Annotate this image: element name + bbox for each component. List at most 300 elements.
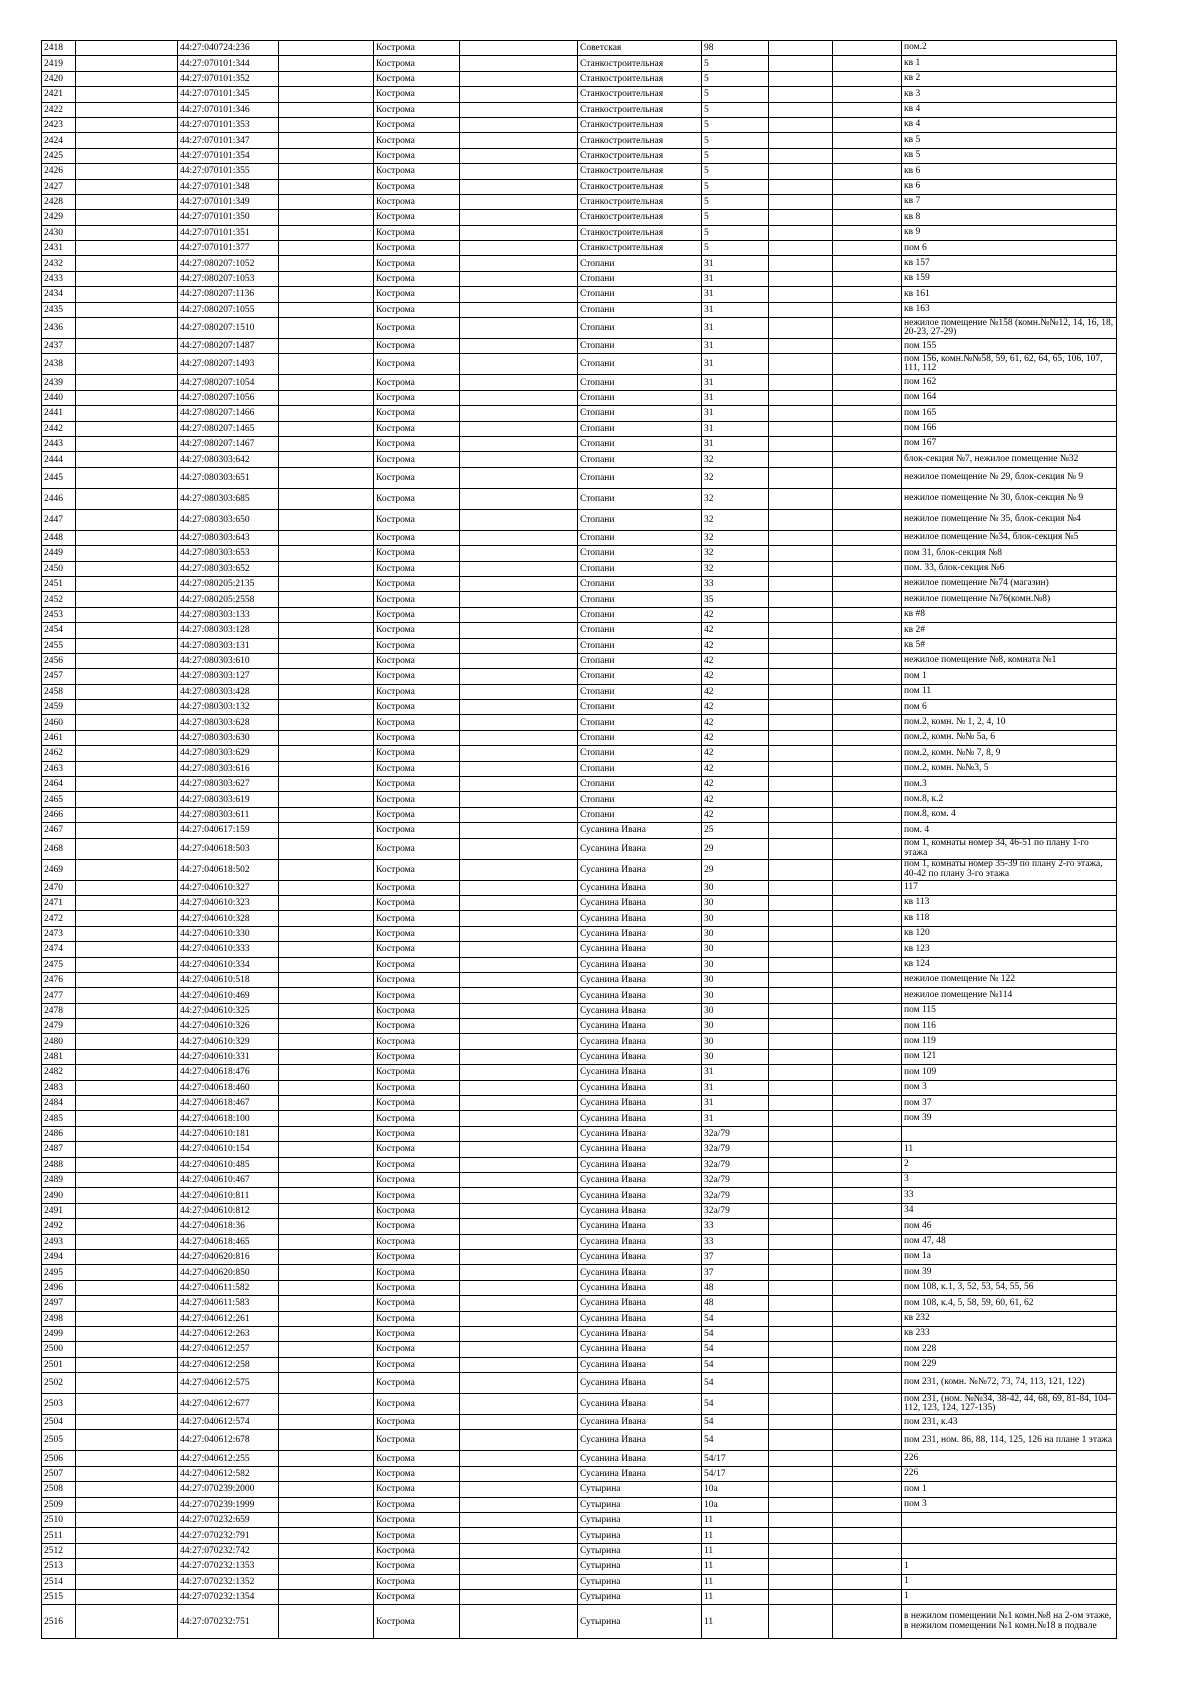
house-number-cell: 31 xyxy=(702,1096,769,1111)
house-number-cell: 54 xyxy=(702,1430,769,1451)
blank-col-a-cell xyxy=(76,390,178,405)
blank-col-e-cell xyxy=(833,1589,902,1604)
row-number-cell: 2450 xyxy=(42,561,76,576)
street-cell: Сусанина Ивана xyxy=(578,1357,702,1372)
street-cell: Сусанина Ивана xyxy=(578,1111,702,1126)
blank-col-b-cell xyxy=(279,1497,374,1512)
blank-col-b-cell xyxy=(279,715,374,730)
blank-col-b-cell xyxy=(279,592,374,607)
table-row xyxy=(42,1357,1117,1372)
city-cell: Кострома xyxy=(374,1049,460,1064)
blank-col-c-cell xyxy=(460,179,578,194)
table-row xyxy=(42,488,1117,509)
row-number-cell: 2516 xyxy=(42,1605,76,1639)
premises-description-cell: пом 6 xyxy=(902,241,1117,256)
blank-col-b-cell xyxy=(279,576,374,591)
street-cell: Стопани xyxy=(578,807,702,822)
cadastral-number-cell: 44:27:070101:349 xyxy=(178,194,279,209)
premises-description-cell: нежилое помещение №34, блок-секция №5 xyxy=(902,530,1117,545)
blank-col-c-cell xyxy=(460,102,578,117)
blank-col-e-cell xyxy=(833,561,902,576)
blank-col-e-cell xyxy=(833,271,902,286)
cadastral-number-cell: 44:27:080205:2135 xyxy=(178,576,279,591)
blank-col-c-cell xyxy=(460,1034,578,1049)
blank-col-c-cell xyxy=(460,354,578,375)
blank-col-b-cell xyxy=(279,1574,374,1589)
premises-description-cell: пом 1а xyxy=(902,1249,1117,1264)
blank-col-c-cell xyxy=(460,1126,578,1141)
cadastral-number-cell: 44:27:070101:377 xyxy=(178,241,279,256)
table-row xyxy=(42,406,1117,421)
blank-col-a-cell xyxy=(76,838,178,859)
blank-col-a-cell xyxy=(76,421,178,436)
blank-col-b-cell xyxy=(279,1394,374,1415)
row-number-cell: 2475 xyxy=(42,957,76,972)
premises-description-cell: 11 xyxy=(902,1142,1117,1157)
blank-col-b-cell xyxy=(279,56,374,71)
street-cell: Стопани xyxy=(578,271,702,286)
blank-col-c-cell xyxy=(460,488,578,509)
blank-col-c-cell xyxy=(460,777,578,792)
blank-col-e-cell xyxy=(833,1219,902,1234)
row-number-cell: 2473 xyxy=(42,926,76,941)
blank-col-e-cell xyxy=(833,1497,902,1512)
cadastral-number-cell: 44:27:070239:1999 xyxy=(178,1497,279,1512)
house-number-cell: 31 xyxy=(702,287,769,302)
blank-col-b-cell xyxy=(279,895,374,910)
blank-col-c-cell xyxy=(460,271,578,286)
blank-col-a-cell xyxy=(76,509,178,530)
blank-col-d-cell xyxy=(769,1203,833,1218)
city-cell: Кострома xyxy=(374,1605,460,1639)
cadastral-number-cell: 44:27:040620:850 xyxy=(178,1265,279,1280)
blank-col-b-cell xyxy=(279,509,374,530)
premises-description-cell: пом 231, к.43 xyxy=(902,1415,1117,1430)
city-cell: Кострома xyxy=(374,942,460,957)
table-row xyxy=(42,1096,1117,1111)
premises-description-cell: блок-секция №7, нежилое помещение №32 xyxy=(902,452,1117,467)
blank-col-e-cell xyxy=(833,1415,902,1430)
city-cell: Кострома xyxy=(374,375,460,390)
cadastral-number-cell: 44:27:070232:751 xyxy=(178,1605,279,1639)
premises-description-cell: пом 231, (ном. №№34, 38-42, 44, 68, 69, 81-84, 104-112, 123, 124, 127-135) xyxy=(902,1394,1117,1415)
blank-col-c-cell xyxy=(460,148,578,163)
city-cell: Кострома xyxy=(374,1265,460,1280)
blank-col-d-cell xyxy=(769,1559,833,1574)
cadastral-number-cell: 44:27:040610:469 xyxy=(178,988,279,1003)
city-cell: Кострома xyxy=(374,452,460,467)
row-number-cell: 2451 xyxy=(42,576,76,591)
cadastral-number-cell: 44:27:080207:1493 xyxy=(178,354,279,375)
cadastral-number-cell: 44:27:070101:348 xyxy=(178,179,279,194)
blank-col-a-cell xyxy=(76,1034,178,1049)
blank-col-c-cell xyxy=(460,823,578,838)
row-number-cell: 2444 xyxy=(42,452,76,467)
blank-col-d-cell xyxy=(769,225,833,240)
blank-col-b-cell xyxy=(279,225,374,240)
blank-col-c-cell xyxy=(460,509,578,530)
row-number-cell: 2471 xyxy=(42,895,76,910)
blank-col-b-cell xyxy=(279,1415,374,1430)
premises-description-cell: пом. 33, блок-секция №6 xyxy=(902,561,1117,576)
blank-col-c-cell xyxy=(460,71,578,86)
street-cell: Сусанина Ивана xyxy=(578,1219,702,1234)
blank-col-b-cell xyxy=(279,1430,374,1451)
house-number-cell: 32 xyxy=(702,509,769,530)
blank-col-c-cell xyxy=(460,546,578,561)
cadastral-number-cell: 44:27:080303:127 xyxy=(178,669,279,684)
blank-col-b-cell xyxy=(279,942,374,957)
blank-col-e-cell xyxy=(833,467,902,488)
house-number-cell: 30 xyxy=(702,1034,769,1049)
street-cell: Сусанина Ивана xyxy=(578,1096,702,1111)
blank-col-d-cell xyxy=(769,1326,833,1341)
blank-col-b-cell xyxy=(279,546,374,561)
house-number-cell: 54 xyxy=(702,1326,769,1341)
house-number-cell: 54 xyxy=(702,1311,769,1326)
blank-col-b-cell xyxy=(279,530,374,545)
blank-col-b-cell xyxy=(279,1357,374,1372)
registry-table xyxy=(41,40,1117,1639)
premises-description-cell: пом 1, комнаты номер 34, 46-51 по плану 1-го этажа xyxy=(902,838,1117,859)
city-cell: Кострома xyxy=(374,911,460,926)
blank-col-d-cell xyxy=(769,777,833,792)
blank-col-e-cell xyxy=(833,792,902,807)
blank-col-b-cell xyxy=(279,375,374,390)
row-number-cell: 2512 xyxy=(42,1543,76,1558)
blank-col-d-cell xyxy=(769,1373,833,1394)
house-number-cell: 42 xyxy=(702,807,769,822)
blank-col-a-cell xyxy=(76,715,178,730)
premises-description-cell: пом 165 xyxy=(902,406,1117,421)
cadastral-number-cell: 44:27:040612:263 xyxy=(178,1326,279,1341)
blank-col-c-cell xyxy=(460,1373,578,1394)
cadastral-number-cell: 44:27:080207:1056 xyxy=(178,390,279,405)
city-cell: Кострома xyxy=(374,256,460,271)
blank-col-d-cell xyxy=(769,1173,833,1188)
premises-description-cell: пом 1, комнаты номер 35-39 по плану 2-го этажа, 40-42 по плану 3-го этажа xyxy=(902,859,1117,880)
blank-col-b-cell xyxy=(279,1219,374,1234)
city-cell: Кострома xyxy=(374,287,460,302)
blank-col-b-cell xyxy=(279,911,374,926)
city-cell: Кострома xyxy=(374,653,460,668)
house-number-cell: 54 xyxy=(702,1394,769,1415)
street-cell: Стопани xyxy=(578,638,702,653)
row-number-cell: 2505 xyxy=(42,1430,76,1451)
blank-col-e-cell xyxy=(833,509,902,530)
blank-col-d-cell xyxy=(769,761,833,776)
row-number-cell: 2508 xyxy=(42,1482,76,1497)
street-cell: Стопани xyxy=(578,256,702,271)
row-number-cell: 2443 xyxy=(42,436,76,451)
house-number-cell: 31 xyxy=(702,390,769,405)
cadastral-number-cell: 44:27:080207:1055 xyxy=(178,302,279,317)
street-cell: Сусанина Ивана xyxy=(578,1373,702,1394)
city-cell: Кострома xyxy=(374,730,460,745)
city-cell: Кострома xyxy=(374,1080,460,1095)
table-row xyxy=(42,318,1117,339)
blank-col-b-cell xyxy=(279,1373,374,1394)
blank-col-d-cell xyxy=(769,488,833,509)
blank-col-d-cell xyxy=(769,607,833,622)
premises-description-cell: 1 xyxy=(902,1559,1117,1574)
cadastral-number-cell: 44:27:040612:678 xyxy=(178,1430,279,1451)
row-number-cell: 2434 xyxy=(42,287,76,302)
table-row xyxy=(42,225,1117,240)
blank-col-a-cell xyxy=(76,1559,178,1574)
city-cell: Кострома xyxy=(374,339,460,354)
blank-col-c-cell xyxy=(460,1559,578,1574)
row-number-cell: 2422 xyxy=(42,102,76,117)
blank-col-e-cell xyxy=(833,1111,902,1126)
blank-col-b-cell xyxy=(279,41,374,56)
row-number-cell: 2440 xyxy=(42,390,76,405)
blank-col-c-cell xyxy=(460,1142,578,1157)
cadastral-number-cell: 44:27:070232:742 xyxy=(178,1543,279,1558)
city-cell: Кострома xyxy=(374,509,460,530)
blank-col-d-cell xyxy=(769,926,833,941)
street-cell: Стопани xyxy=(578,746,702,761)
city-cell: Кострома xyxy=(374,354,460,375)
table-row xyxy=(42,546,1117,561)
blank-col-a-cell xyxy=(76,1203,178,1218)
cadastral-number-cell: 44:27:080205:2558 xyxy=(178,592,279,607)
street-cell: Стопани xyxy=(578,302,702,317)
blank-col-c-cell xyxy=(460,241,578,256)
blank-col-d-cell xyxy=(769,1065,833,1080)
blank-col-e-cell xyxy=(833,1559,902,1574)
row-number-cell: 2507 xyxy=(42,1466,76,1481)
house-number-cell: 11 xyxy=(702,1543,769,1558)
table-row xyxy=(42,1451,1117,1466)
street-cell: Станкостроительная xyxy=(578,71,702,86)
street-cell: Сусанина Ивана xyxy=(578,1065,702,1080)
house-number-cell: 5 xyxy=(702,194,769,209)
row-number-cell: 2433 xyxy=(42,271,76,286)
city-cell: Кострома xyxy=(374,607,460,622)
premises-description-cell: 2 xyxy=(902,1157,1117,1172)
row-number-cell: 2470 xyxy=(42,880,76,895)
premises-description-cell: кв #8 xyxy=(902,607,1117,622)
table-row xyxy=(42,1482,1117,1497)
blank-col-d-cell xyxy=(769,1451,833,1466)
row-number-cell: 2428 xyxy=(42,194,76,209)
cadastral-number-cell: 44:27:040618:467 xyxy=(178,1096,279,1111)
blank-col-a-cell xyxy=(76,1280,178,1295)
street-cell: Сусанина Ивана xyxy=(578,895,702,910)
street-cell: Станкостроительная xyxy=(578,210,702,225)
blank-col-e-cell xyxy=(833,1065,902,1080)
premises-description-cell: пом 156, комн.№№58, 59, 61, 62, 64, 65, 106, 107, 111, 112 xyxy=(902,354,1117,375)
blank-col-c-cell xyxy=(460,942,578,957)
blank-col-c-cell xyxy=(460,225,578,240)
blank-col-e-cell xyxy=(833,669,902,684)
premises-description-cell: пом 164 xyxy=(902,390,1117,405)
blank-col-b-cell xyxy=(279,1126,374,1141)
premises-description-cell: пом 109 xyxy=(902,1065,1117,1080)
blank-col-c-cell xyxy=(460,1249,578,1264)
blank-col-c-cell xyxy=(460,1234,578,1249)
table-row xyxy=(42,859,1117,880)
blank-col-b-cell xyxy=(279,256,374,271)
house-number-cell: 30 xyxy=(702,972,769,987)
city-cell: Кострома xyxy=(374,1415,460,1430)
registry-sheet xyxy=(41,40,1116,1639)
blank-col-d-cell xyxy=(769,41,833,56)
blank-col-c-cell xyxy=(460,1157,578,1172)
row-number-cell: 2488 xyxy=(42,1157,76,1172)
blank-col-b-cell xyxy=(279,241,374,256)
street-cell: Стопани xyxy=(578,339,702,354)
row-number-cell: 2438 xyxy=(42,354,76,375)
blank-col-d-cell xyxy=(769,1296,833,1311)
street-cell: Сусанина Ивана xyxy=(578,838,702,859)
blank-col-a-cell xyxy=(76,287,178,302)
blank-col-e-cell xyxy=(833,1249,902,1264)
blank-col-d-cell xyxy=(769,390,833,405)
house-number-cell: 32 xyxy=(702,546,769,561)
premises-description-cell: пом 228 xyxy=(902,1342,1117,1357)
blank-col-c-cell xyxy=(460,1311,578,1326)
row-number-cell: 2478 xyxy=(42,1003,76,1018)
table-row xyxy=(42,561,1117,576)
blank-col-e-cell xyxy=(833,436,902,451)
row-number-cell: 2509 xyxy=(42,1497,76,1512)
cadastral-number-cell: 44:27:070101:345 xyxy=(178,87,279,102)
street-cell: Сусанина Ивана xyxy=(578,1280,702,1295)
house-number-cell: 32а/79 xyxy=(702,1126,769,1141)
blank-col-b-cell xyxy=(279,1203,374,1218)
row-number-cell: 2457 xyxy=(42,669,76,684)
row-number-cell: 2445 xyxy=(42,467,76,488)
house-number-cell: 42 xyxy=(702,700,769,715)
cadastral-number-cell: 44:27:070239:2000 xyxy=(178,1482,279,1497)
blank-col-d-cell xyxy=(769,746,833,761)
cadastral-number-cell: 44:27:040610:331 xyxy=(178,1049,279,1064)
city-cell: Кострома xyxy=(374,530,460,545)
blank-col-e-cell xyxy=(833,988,902,1003)
cadastral-number-cell: 44:27:040617:159 xyxy=(178,823,279,838)
table-row xyxy=(42,467,1117,488)
blank-col-c-cell xyxy=(460,730,578,745)
blank-col-e-cell xyxy=(833,1157,902,1172)
premises-description-cell: пом 229 xyxy=(902,1357,1117,1372)
blank-col-a-cell xyxy=(76,406,178,421)
blank-col-c-cell xyxy=(460,41,578,56)
house-number-cell: 30 xyxy=(702,1003,769,1018)
city-cell: Кострома xyxy=(374,638,460,653)
row-number-cell: 2501 xyxy=(42,1357,76,1372)
blank-col-d-cell xyxy=(769,210,833,225)
blank-col-d-cell xyxy=(769,880,833,895)
blank-col-b-cell xyxy=(279,988,374,1003)
blank-col-d-cell xyxy=(769,823,833,838)
street-cell: Сутырина xyxy=(578,1559,702,1574)
blank-col-e-cell xyxy=(833,1234,902,1249)
house-number-cell: 98 xyxy=(702,41,769,56)
blank-col-c-cell xyxy=(460,133,578,148)
row-number-cell: 2477 xyxy=(42,988,76,1003)
blank-col-a-cell xyxy=(76,669,178,684)
row-number-cell: 2504 xyxy=(42,1415,76,1430)
blank-col-b-cell xyxy=(279,1482,374,1497)
street-cell: Сусанина Ивана xyxy=(578,1415,702,1430)
house-number-cell: 42 xyxy=(702,623,769,638)
blank-col-c-cell xyxy=(460,1415,578,1430)
premises-description-cell: пом 31, блок-секция №8 xyxy=(902,546,1117,561)
house-number-cell: 30 xyxy=(702,1019,769,1034)
table-row xyxy=(42,1049,1117,1064)
house-number-cell: 54/17 xyxy=(702,1466,769,1481)
blank-col-b-cell xyxy=(279,467,374,488)
row-number-cell: 2496 xyxy=(42,1280,76,1295)
table-row xyxy=(42,1111,1117,1126)
premises-description-cell: кв 8 xyxy=(902,210,1117,225)
blank-col-e-cell xyxy=(833,638,902,653)
row-number-cell: 2492 xyxy=(42,1219,76,1234)
house-number-cell: 42 xyxy=(702,746,769,761)
blank-col-c-cell xyxy=(460,561,578,576)
table-row xyxy=(42,1249,1117,1264)
city-cell: Кострома xyxy=(374,1096,460,1111)
premises-description-cell: кв 161 xyxy=(902,287,1117,302)
street-cell: Сусанина Ивана xyxy=(578,1019,702,1034)
table-row xyxy=(42,148,1117,163)
table-row xyxy=(42,354,1117,375)
table-row xyxy=(42,509,1117,530)
blank-col-d-cell xyxy=(769,838,833,859)
premises-description-cell: кв 232 xyxy=(902,1311,1117,1326)
blank-col-d-cell xyxy=(769,684,833,699)
city-cell: Кострома xyxy=(374,406,460,421)
blank-col-a-cell xyxy=(76,1415,178,1430)
city-cell: Кострома xyxy=(374,880,460,895)
blank-col-b-cell xyxy=(279,271,374,286)
street-cell: Стопани xyxy=(578,607,702,622)
blank-col-c-cell xyxy=(460,895,578,910)
street-cell: Сусанина Ивана xyxy=(578,880,702,895)
row-number-cell: 2513 xyxy=(42,1559,76,1574)
blank-col-d-cell xyxy=(769,1280,833,1295)
cadastral-number-cell: 44:27:070101:355 xyxy=(178,164,279,179)
premises-description-cell: пом 231, (комн. №№72, 73, 74, 113, 121, 122) xyxy=(902,1373,1117,1394)
blank-col-b-cell xyxy=(279,684,374,699)
blank-col-b-cell xyxy=(279,623,374,638)
blank-col-e-cell xyxy=(833,777,902,792)
cadastral-number-cell: 44:27:080303:629 xyxy=(178,746,279,761)
premises-description-cell: кв 4 xyxy=(902,102,1117,117)
street-cell: Сусанина Ивана xyxy=(578,1466,702,1481)
blank-col-a-cell xyxy=(76,1394,178,1415)
premises-description-cell: 33 xyxy=(902,1188,1117,1203)
blank-col-b-cell xyxy=(279,452,374,467)
table-row xyxy=(42,1589,1117,1604)
house-number-cell: 31 xyxy=(702,1065,769,1080)
table-row xyxy=(42,1497,1117,1512)
street-cell: Стопани xyxy=(578,488,702,509)
house-number-cell: 5 xyxy=(702,179,769,194)
blank-col-a-cell xyxy=(76,576,178,591)
blank-col-a-cell xyxy=(76,859,178,880)
blank-col-e-cell xyxy=(833,302,902,317)
table-row xyxy=(42,271,1117,286)
premises-description-cell: пом 6 xyxy=(902,700,1117,715)
row-number-cell: 2487 xyxy=(42,1142,76,1157)
city-cell: Кострома xyxy=(374,823,460,838)
blank-col-b-cell xyxy=(279,1065,374,1080)
premises-description-cell: кв 3 xyxy=(902,87,1117,102)
blank-col-d-cell xyxy=(769,241,833,256)
